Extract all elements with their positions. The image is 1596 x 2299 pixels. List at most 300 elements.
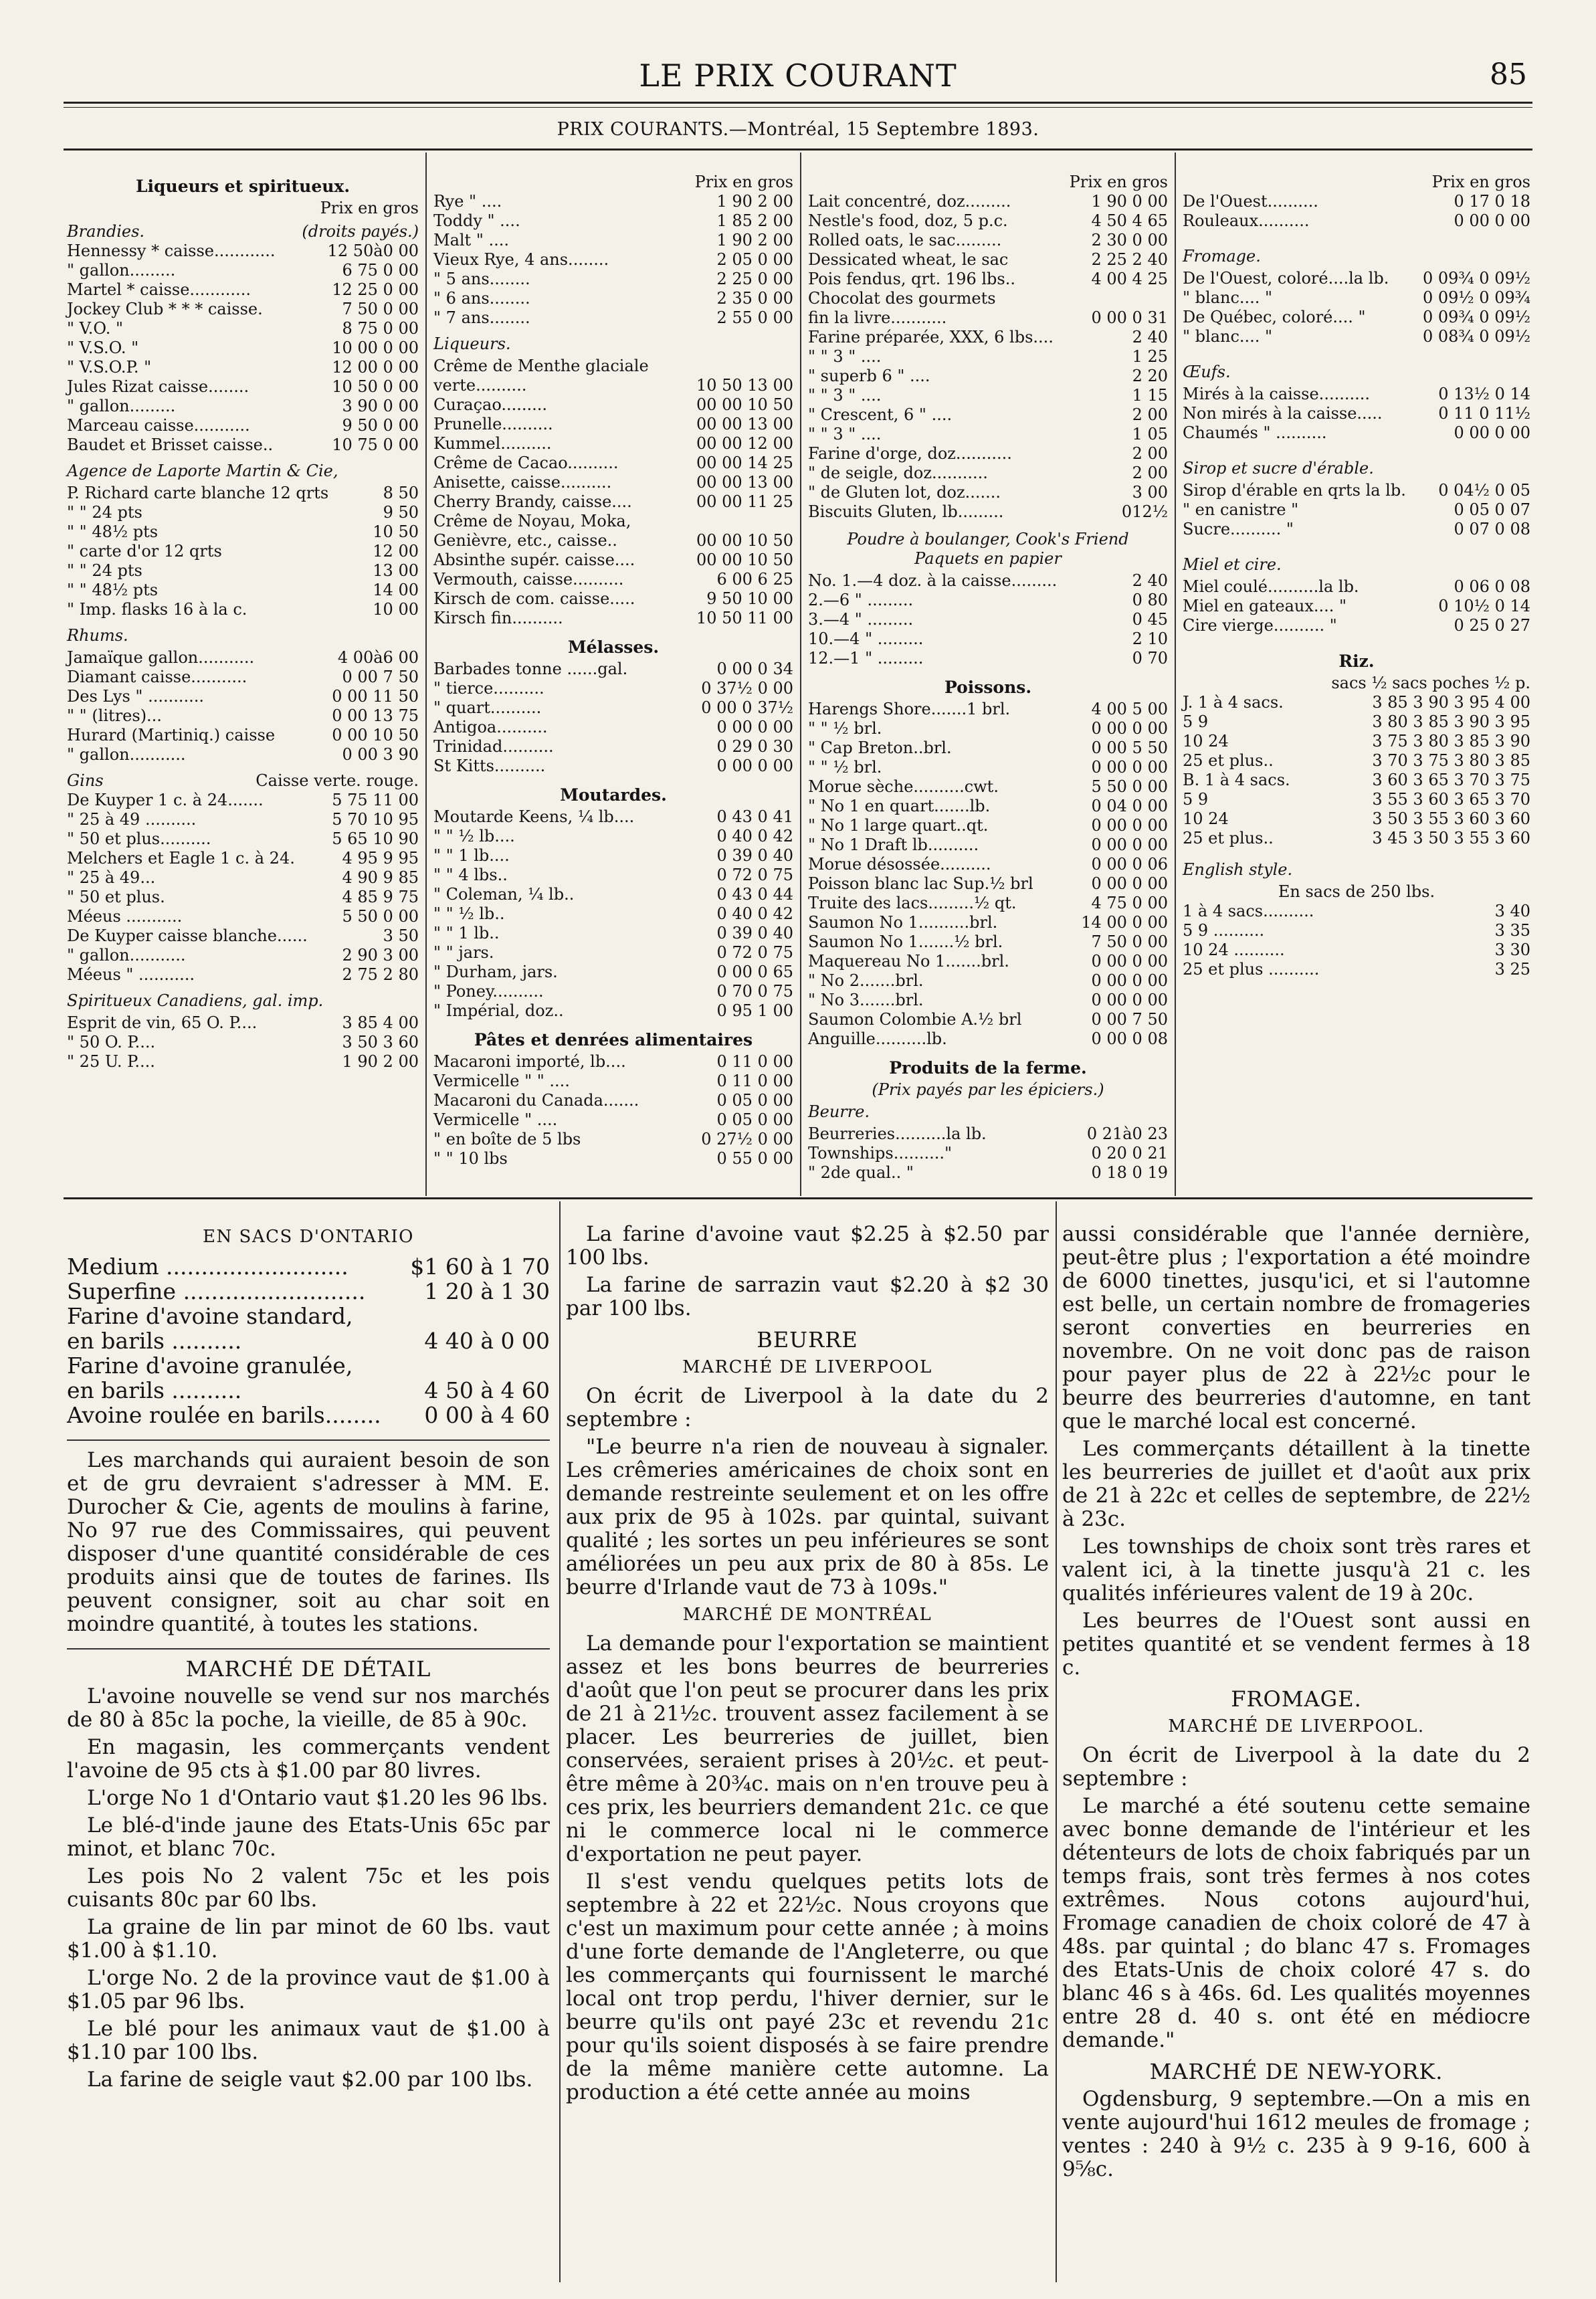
price-row: [808, 231, 1168, 250]
item-price: 4 95 9 95: [342, 849, 419, 868]
price-row: [808, 591, 1168, 610]
article-paragraph: Les townships de choix sont très rares et valent ici, à la tinette jusqu'à 21 c. les qualités inférieures valent de 19 à 20c.: [1062, 1534, 1530, 1605]
price-row: [808, 738, 1168, 758]
item-price: 0 00 13 75: [332, 706, 419, 725]
price-row: [808, 571, 1168, 591]
price-row: [433, 1110, 793, 1130]
brandies-header: [67, 222, 419, 241]
item-name: 10 24 ..........: [1183, 940, 1285, 959]
item-price: 0 00 0 31: [1091, 308, 1168, 327]
item-price: 012½: [1121, 502, 1168, 521]
price-row: [433, 211, 793, 231]
item-price: 0 13½ 0 14: [1438, 385, 1530, 403]
item-price: 9 50: [383, 503, 419, 522]
item-name: " " 24 pts: [67, 503, 142, 522]
item-name: " gallon.........: [67, 261, 176, 280]
item-price: 3 70 3 75 3 80 3 85: [1372, 751, 1530, 770]
item-name: Hennessy * caisse............: [67, 241, 276, 260]
item-name: " " 3 " ....: [808, 425, 882, 443]
article-paragraph: aussi considérable que l'année dernière, peut-être plus ; l'exportation a été moindre de 6000 tinettes, jusqu'ici, et si l'automne est belle, un certain nombre de fromageries seront converties en beurreries en novembre. On ne voit donc pas de raison pour payer plus de 22 à 22½c pour le beurre des beurreries d'automne, en tant que le marché local est concerné.: [1062, 1222, 1530, 1433]
item-name: Avoine roulée en barils........: [67, 1402, 381, 1428]
price-row: [808, 192, 1168, 211]
price-row: [1183, 616, 1530, 635]
price-row: [67, 503, 419, 522]
item-price: 0 25 0 27: [1454, 616, 1530, 635]
price-row: [1183, 481, 1530, 500]
item-name: " " ½ brl.: [808, 758, 882, 777]
item-name: Vieux Rye, 4 ans........: [433, 250, 609, 269]
item-price: 0 37½ 0 00: [701, 679, 793, 698]
price-row: [433, 570, 793, 589]
price-row: [808, 211, 1168, 231]
article-paragraph: Le blé pour les animaux vaut de $1.00 à $1.10 par 100 lbs.: [67, 2017, 550, 2064]
price-header: Prix en gros: [694, 173, 793, 191]
item-name: Harengs Shore.......1 brl.: [808, 700, 1011, 718]
section-label: English style.: [1183, 860, 1293, 879]
item-price: 1 90 2 00: [716, 231, 793, 249]
price-row: [808, 874, 1168, 894]
price-row: [1183, 940, 1530, 960]
item-name: Mirés à la caisse..........: [1183, 385, 1370, 403]
price-row: [67, 1353, 550, 1378]
section-label: Miel et cire.: [1183, 555, 1282, 574]
item-price: 0 05 0 00: [716, 1110, 793, 1129]
section-heading: Riz.: [1338, 652, 1375, 671]
item-name: Cherry Brandy, caisse....: [433, 492, 632, 511]
item-price: 0 70: [1132, 649, 1168, 668]
gins-header: [67, 771, 419, 791]
item-price: 2 05 0 00: [716, 250, 793, 269]
item-price: 0 72 0 75: [716, 866, 793, 884]
item-price: 3 35: [1494, 921, 1530, 940]
section-heading: Produits de la ferme.: [889, 1058, 1087, 1078]
item-price: 2 40: [1132, 571, 1168, 590]
item-name: Biscuits Gluten, lb.........: [808, 502, 1004, 521]
liqueurs-list: [433, 357, 793, 628]
item-price: 00 00 13 00: [696, 415, 793, 433]
section-label: Œufs.: [1183, 363, 1231, 381]
item-name: " Crescent, 6 " ....: [808, 405, 953, 424]
price-row: [67, 926, 419, 946]
item-name: " tierce..........: [433, 679, 544, 698]
item-name: De l'Ouest, coloré....la lb.: [1183, 269, 1389, 288]
item-price: 0 39 0 40: [716, 846, 793, 865]
item-price: 0 11 0 11½: [1438, 404, 1530, 423]
price-row: [1183, 308, 1530, 327]
english-style-list: [1183, 902, 1530, 979]
article-paragraph: On écrit de Liverpool à la date du 2 septembre :: [1062, 1743, 1530, 1791]
price-row: [808, 347, 1168, 367]
price-row: [808, 308, 1168, 328]
price-header: Prix en gros: [1069, 173, 1168, 191]
item-name: " No 1 en quart.......lb.: [808, 797, 991, 815]
price-row: [67, 397, 419, 416]
price-row: [433, 250, 793, 270]
section-label: Agence de Laporte Martin & Cie,: [67, 462, 338, 480]
article-paragraph: Ogdensburg, 9 septembre.—On a mis en vente aujourd'hui 1612 meules de fromage ; ventes : 240 à 9½ c. 235 à 9 9-16, 600 à 9⅝c.: [1062, 2087, 1530, 2181]
price-row: [1183, 500, 1530, 520]
item-name: Anguille..........lb.: [808, 1029, 947, 1048]
price-row: [67, 1403, 550, 1427]
section-heading: Liqueurs et spiritueux.: [135, 177, 351, 196]
item-price: 0 00 0 00: [1091, 952, 1168, 971]
header-rule-thin: [64, 107, 1532, 108]
item-price: 3 40: [1494, 902, 1530, 920]
item-name: " gallon...........: [67, 946, 186, 965]
price-row: [433, 698, 793, 718]
item-price: 00 00 13 00: [696, 473, 793, 492]
item-price: 3 55 3 60 3 65 3 70: [1372, 790, 1530, 809]
article-paragraph: Les commerçants détaillent à la tinette les beurreries de juillet et d'août aux prix de 21 à 22c et celles de septembre, de 22½ à 23c.: [1062, 1437, 1530, 1531]
item-price: 13 00: [373, 561, 419, 580]
section-label: Fromage.: [1183, 247, 1261, 266]
item-name: " " ½ lb....: [433, 827, 515, 845]
item-name: Vermouth, caisse..........: [433, 570, 624, 589]
item-price: 0 11 0 00: [716, 1052, 793, 1071]
item-price: 14 00 0 00: [1081, 913, 1168, 932]
price-row: [808, 289, 1168, 308]
item-price: 2 25 0 00: [716, 270, 793, 288]
item-price: [660, 357, 793, 376]
item-name: Rouleaux..........: [1183, 211, 1310, 230]
article-paragraph: Le blé-d'inde jaune des Etats-Unis 65c par minot, et blanc 70c.: [67, 1813, 550, 1861]
price-row: [67, 946, 419, 965]
item-price: 0 45: [1132, 610, 1168, 629]
poudre-list: [808, 571, 1168, 668]
item-price: [396, 1304, 550, 1328]
item-name: Esprit de vin, 65 O. P....: [67, 1013, 258, 1032]
item-name: " " 4 lbs..: [433, 866, 508, 884]
item-name: Miel coulé..........la lb.: [1183, 577, 1359, 596]
price-row: [1183, 211, 1530, 231]
price-row: [433, 395, 793, 415]
price-row: [67, 687, 419, 706]
item-price: 0 06 0 08: [1454, 577, 1530, 596]
item-price: 2 75 2 80: [342, 965, 419, 984]
column-divider: [559, 1201, 561, 2282]
item-price: 0 07 0 08: [1454, 520, 1530, 538]
item-price: 0 11 0 00: [716, 1072, 793, 1090]
price-row: [433, 376, 793, 395]
item-price: 2 25 2 40: [1091, 250, 1168, 269]
price-row: [433, 308, 793, 328]
price-row: [433, 492, 793, 512]
page-number: 85: [1490, 58, 1527, 92]
price-row: [67, 261, 419, 280]
item-price: 6 00 6 25: [716, 570, 793, 589]
article-paragraph: Le marché a été soutenu cette semaine avec bonne demande de l'intérieur et les détenteurs de lots de choix fabriqués par un temps frais, sont très fermes à nos cotes extrêmes. Nous cotons aujourd'hui, Fromage canadien de choix coloré de 47 à 48s. par quintal ; do blanc 47 s. Fromages des Etats-Unis de choix coloré 47 s. do blanc 46 s à 46s. 6d. Les qualités moyennes entre 28 d. 40 s. ont été en médiocre demande.": [1062, 1794, 1530, 2052]
price-row: [1183, 577, 1530, 597]
item-price: 0 43 0 41: [716, 807, 793, 826]
item-price: 0 00 0 37½: [701, 698, 793, 717]
item-price: 1 15: [1132, 386, 1168, 405]
item-name: Kirsch fin..........: [433, 609, 563, 627]
column-divider: [1175, 153, 1176, 1196]
sirop-list: [1183, 481, 1530, 539]
price-row: [808, 971, 1168, 991]
agence-list: [67, 484, 419, 619]
pates-list: [433, 1052, 793, 1169]
item-name: 25 et plus..: [1183, 751, 1274, 770]
article-paragraph: Les marchands qui auraient besoin de son et de gru devraient s'adresser à MM. E. Durocher & Cie, agents de moulins à farine, No 97 rue des Commissaires, qui peuvent disposer d'une quantité considérable de ces produits ainsi que de toutes de farines. Ils peuvent consigner, soit au char soit en moindre quantité, à toutes les stations.: [67, 1448, 550, 1636]
item-name: " 25 à 49...: [67, 868, 156, 887]
item-price: 0 05 0 07: [1454, 500, 1530, 519]
price-list-subtitle: PRIX COURANTS.—Montréal, 15 Septembre 1893.: [557, 119, 1039, 140]
item-price: 0 00 0 06: [1091, 855, 1168, 874]
item-price: 0 18 0 19: [1091, 1163, 1168, 1182]
price-row: [67, 581, 419, 600]
item-name: Superfine ..........................: [67, 1278, 366, 1304]
item-name: Des Lys " ...........: [67, 687, 204, 706]
price-row: [67, 358, 419, 377]
item-name: Beurreries..........la lb.: [808, 1124, 987, 1143]
section-note: Caisse verte. rouge.: [256, 771, 419, 790]
rhums-list: [67, 648, 419, 765]
price-row: [433, 1072, 793, 1091]
price-row: [433, 943, 793, 963]
item-price: 0 00 0 34: [716, 660, 793, 678]
article-paragraph: La demande pour l'exportation se maintient assez et les bons beurres de beurreries d'août que l'on peut se procurer dans les prix de 21 à 21½c. trouvent assez facilement à se placer. Les beurreries de juillet, bien conservées, seraient prises à 20½c. et peut-être même à 20¾c. mais on n'en trouve peu à ces prix, les beurriers demandent 21c. ce que ni le commerce local ni le commerce d'exportation ne peut payer.: [566, 1631, 1049, 1866]
price-row: [433, 231, 793, 250]
item-price: 2 90 3 00: [342, 946, 419, 965]
item-price: 4 85 9 75: [342, 888, 419, 906]
price-row: [433, 357, 793, 376]
price-row: [1183, 520, 1530, 539]
item-name: en barils ..........: [67, 1377, 242, 1403]
item-name: " 25 à 49 ..........: [67, 810, 197, 829]
article-column-3: [1062, 1223, 1530, 2280]
item-price: 0 09¾ 0 09½: [1422, 269, 1530, 288]
price-row: [433, 963, 793, 982]
price-row: [1183, 902, 1530, 921]
riz-list: [1183, 693, 1530, 848]
item-price: [396, 1353, 550, 1378]
price-row: [1183, 385, 1530, 404]
section-note: sacs ½ sacs poches ½ p.: [1331, 674, 1530, 692]
item-name: " quart..........: [433, 698, 542, 717]
item-price: 5 50 0 00: [1091, 777, 1168, 796]
item-name: " 50 et plus.: [67, 888, 165, 906]
price-row: [808, 464, 1168, 483]
item-name: Curaçao.........: [433, 395, 548, 414]
item-name: 5 9 ..........: [1183, 921, 1265, 940]
price-row: [433, 512, 793, 531]
item-price: 4 50 à 4 60: [424, 1377, 550, 1403]
item-price: 8 75 0 00: [342, 319, 419, 338]
price-row: [67, 868, 419, 888]
item-price: 0 80: [1132, 591, 1168, 609]
price-row: [433, 807, 793, 827]
section-note: En sacs de 250 lbs.: [1278, 882, 1435, 901]
item-name: De Kuyper 1 c. à 24.......: [67, 791, 264, 809]
item-name: " " (litres)...: [67, 706, 162, 725]
item-name: en barils ..........: [67, 1328, 242, 1354]
item-name: 5 9: [1183, 790, 1209, 809]
article-paragraph: "Le beurre n'a rien de nouveau à signaler. Les crêmeries américaines de choix sont en demande restreinte seulement et on les offre aux prix de 95 à 102s. par quintal, suivant qualité ; les sortes un peu inférieures se sont améliorées un peu aux prix de 80 à 85s. Le beurre d'Irlande vaut de 73 à 109s.": [566, 1435, 1049, 1599]
price-row: [67, 668, 419, 687]
price-row: [67, 377, 419, 397]
price-row: [808, 777, 1168, 797]
item-name: 25 et plus..: [1183, 829, 1274, 847]
price-header: Prix en gros: [1431, 173, 1530, 191]
price-column-3: [808, 173, 1168, 1189]
item-price: 2 10: [1132, 629, 1168, 648]
price-row: [67, 706, 419, 726]
item-price: 3 50: [383, 926, 419, 945]
item-name: Toddy " ....: [433, 211, 520, 230]
item-price: 0 00 à 4 60: [424, 1402, 550, 1428]
section-label: Sirop et sucre d'érable.: [1183, 459, 1374, 478]
item-price: 10 00: [373, 600, 419, 619]
item-name: " " 1 lb..: [433, 924, 500, 942]
item-price: 00 00 10 50: [696, 551, 793, 569]
item-name: " en boîte de 5 lbs: [433, 1130, 581, 1148]
article-paragraph: Les pois No 2 valent 75c et les pois cuisants 80c par 60 lbs.: [67, 1864, 550, 1912]
item-price: 0 29 0 30: [716, 737, 793, 756]
item-price: 9 50 0 00: [342, 416, 419, 435]
item-name: Townships..........": [808, 1144, 953, 1163]
article-paragraph: En magasin, les commerçants vendent l'avoine de 95 cts à $1.00 par 80 livres.: [67, 1735, 550, 1783]
price-row: [433, 531, 793, 551]
item-price: 0 72 0 75: [716, 943, 793, 962]
section-heading: Poissons.: [944, 678, 1032, 697]
price-row: [1183, 809, 1530, 829]
item-price: 0 00 0 00: [716, 718, 793, 736]
price-row: [67, 1013, 419, 1033]
item-name: 10 24: [1183, 732, 1229, 751]
section-heading: Pâtes et denrées alimentaires: [474, 1030, 753, 1049]
item-name: " V.S.O.P. ": [67, 358, 152, 377]
item-price: $1 60 à 1 70: [410, 1254, 550, 1280]
article-paragraphs: [67, 1685, 550, 2092]
article-subheading: MARCHÉ DE LIVERPOOL: [682, 1357, 932, 1377]
price-row: [433, 1001, 793, 1021]
price-row: [433, 454, 793, 473]
price-row: [808, 328, 1168, 347]
price-row: [67, 241, 419, 261]
price-row: [433, 982, 793, 1001]
item-name: " V.O. ": [67, 319, 123, 338]
item-price: 0 04 0 00: [1091, 797, 1168, 815]
price-row: [1183, 192, 1530, 211]
item-price: 3 25: [1494, 960, 1530, 979]
price-row: [808, 855, 1168, 874]
divider: [67, 1648, 550, 1650]
whisky-list: [433, 192, 793, 328]
price-row: [433, 866, 793, 885]
item-name: 5 9: [1183, 712, 1209, 731]
item-name: J. 1 à 4 sacs.: [1183, 693, 1284, 712]
item-name: Hurard (Martiniq.) caisse: [67, 726, 276, 744]
price-row: [1183, 288, 1530, 308]
price-row: [67, 300, 419, 319]
price-row: [67, 965, 419, 985]
price-row: [808, 270, 1168, 289]
article-paragraph: L'avoine nouvelle se vend sur nos marchés de 80 à 85c la poche, la vieille, de 85 à 90c.: [67, 1684, 550, 1732]
item-name: No. 1.—4 doz. à la caisse.........: [808, 571, 1058, 590]
item-name: Morue désossée..........: [808, 855, 991, 874]
item-price: 0 00 10 50: [332, 726, 419, 744]
item-name: Nestle's food, doz, 5 p.c.: [808, 211, 1008, 230]
price-row: [1183, 921, 1530, 940]
article-subheading: MARCHÉ DE LIVERPOOL.: [1168, 1716, 1425, 1736]
item-price: 4 00 5 00: [1091, 700, 1168, 718]
price-row: [1183, 751, 1530, 771]
gins-list: [67, 791, 419, 985]
item-name: " Coleman, ¼ lb..: [433, 885, 575, 904]
item-name: 10.—4 " .........: [808, 629, 924, 648]
price-row: [67, 319, 419, 338]
item-name: Maquereau No 1.......brl.: [808, 952, 1009, 971]
item-name: Sucre.......... ": [1183, 520, 1294, 538]
price-row: [67, 745, 419, 765]
item-name: Jules Rizat caisse........: [67, 377, 250, 396]
item-name: Vermicelle " " ....: [433, 1072, 570, 1090]
price-row: [433, 718, 793, 737]
beurre-continued-list: [1183, 192, 1530, 231]
item-name: Lait concentré, doz.........: [808, 192, 1011, 211]
item-name: P. Richard carte blanche 12 qrts: [67, 484, 329, 502]
item-price: 0 09¾ 0 09½: [1422, 308, 1530, 326]
price-row: [67, 338, 419, 358]
publication-title: LE PRIX COURANT: [639, 58, 957, 94]
price-row: [808, 1163, 1168, 1183]
item-name: Miel en gateaux.... ": [1183, 597, 1347, 615]
item-price: 0 00 0 00: [1454, 211, 1530, 230]
item-name: " blanc.... ": [1183, 288, 1273, 307]
item-price: 10 50 13 00: [696, 376, 793, 395]
brandies-list: [67, 241, 419, 455]
price-row: [1183, 771, 1530, 790]
item-name: B. 1 à 4 sacs.: [1183, 771, 1290, 789]
item-name: Macaroni du Canada.......: [433, 1091, 639, 1110]
item-price: 0 27½ 0 00: [701, 1130, 793, 1148]
price-row: [433, 609, 793, 628]
item-price: 3 45 3 50 3 55 3 60: [1372, 829, 1530, 847]
item-price: 8 50: [383, 484, 419, 502]
item-name: Saumon No 1..........brl.: [808, 913, 998, 932]
price-row: [67, 280, 419, 300]
item-price: 10 00 0 00: [332, 338, 419, 357]
price-row: [808, 816, 1168, 835]
item-name: Kirsch de com. caisse.....: [433, 589, 635, 608]
item-price: 0 00 5 50: [1091, 738, 1168, 757]
price-row: [433, 660, 793, 679]
item-name: Medium ..........................: [67, 1254, 348, 1280]
price-row: [808, 425, 1168, 444]
item-price: 12 00 0 00: [332, 358, 419, 377]
item-price: 1 90 0 00: [1091, 192, 1168, 211]
section-label: Liqueurs.: [433, 334, 511, 353]
item-name: 10 24: [1183, 809, 1229, 828]
item-name: Martel * caisse............: [67, 280, 251, 299]
price-row: [67, 810, 419, 829]
price-row: [67, 1304, 550, 1328]
column-divider: [1056, 1201, 1057, 2282]
price-row: [808, 913, 1168, 932]
article-paragraphs: [566, 1223, 1049, 1320]
item-name: " " ½ lb..: [433, 904, 505, 923]
item-price: 0 09½ 0 09¾: [1422, 288, 1530, 307]
section-label: Rhums.: [67, 626, 128, 645]
item-price: 4 50 4 65: [1091, 211, 1168, 230]
item-price: 3 90 0 00: [342, 397, 419, 415]
article-paragraph: La graine de lin par minot de 60 lbs. vaut $1.00 à $1.10.: [67, 1915, 550, 1963]
price-row: [67, 648, 419, 668]
article-column-2: [566, 1223, 1049, 2280]
item-name: " gallon.........: [67, 397, 176, 415]
page-header: [64, 52, 1532, 99]
